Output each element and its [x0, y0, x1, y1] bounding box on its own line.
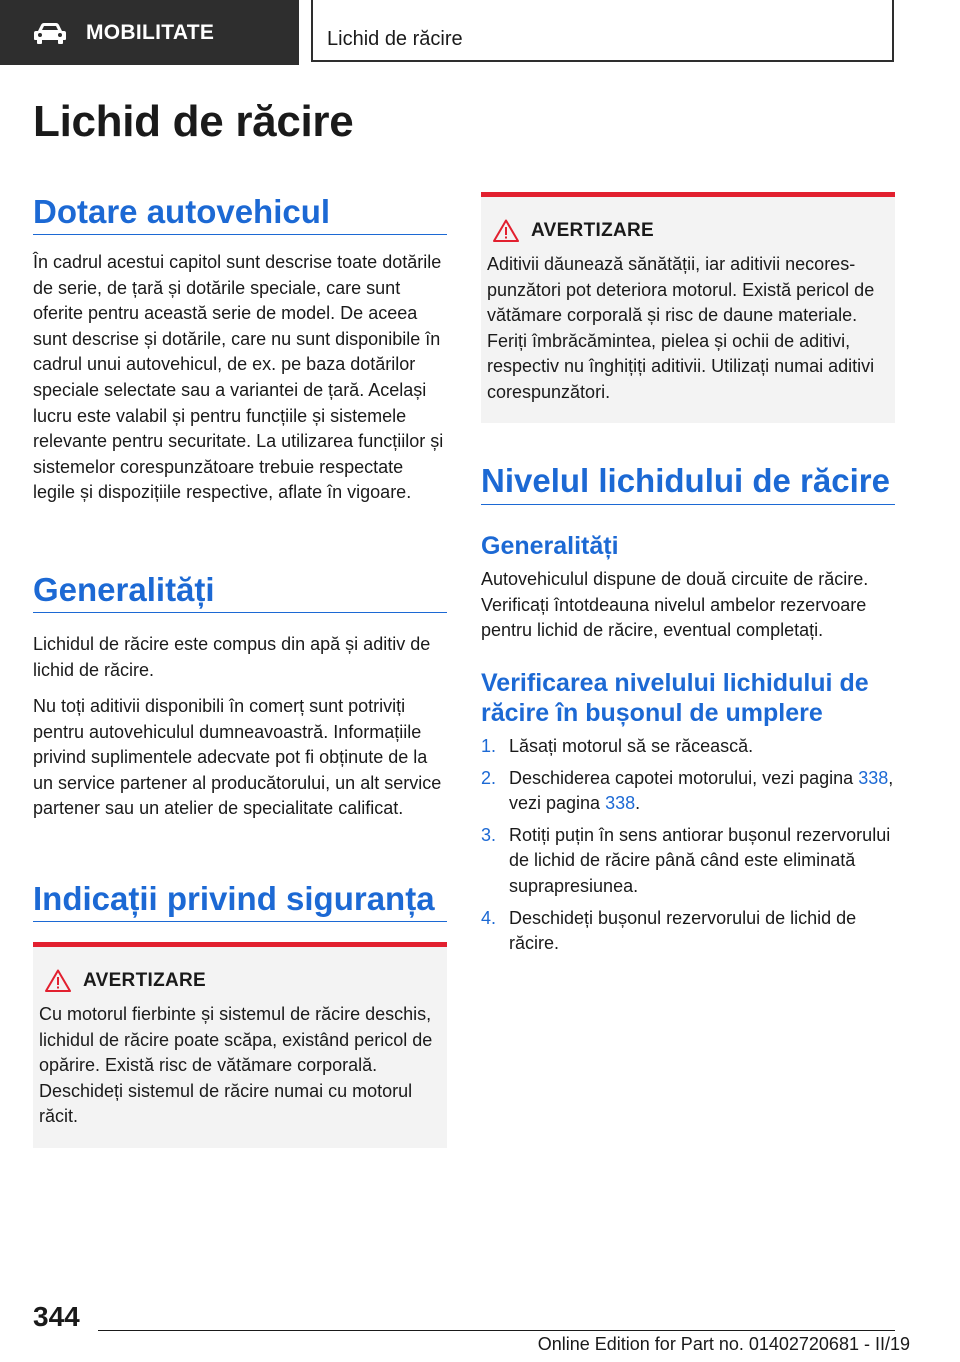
section-rule — [33, 612, 447, 613]
step-text: , vezi pagina — [509, 767, 894, 814]
page-link[interactable]: 338 — [858, 767, 889, 788]
footer-edition: Online Edition for Part no. 01402720681 - II/19 — [537, 1334, 910, 1354]
warning-text: Aditivii dăunează sănătății, iar aditivii necorespunzători pot deteriora motorul. Există pericol de vătămare corporală și risc de daune materiale. Feriți îmbrăcămintea, pielea și ochii de aditivi, respectiv nu înghițiți aditivii. Utilizați numai aditivi corespunzători. — [487, 254, 875, 402]
warning-box — [481, 192, 895, 423]
step-text: . — [635, 793, 641, 814]
list-item — [481, 734, 895, 760]
section-heading-nivel: Nivelul lichidului de răcire — [481, 462, 890, 499]
warning-title: AVERTIZARE — [83, 969, 206, 991]
header-chapter-label: Lichid de răcire — [327, 28, 463, 50]
step-number: 3. — [481, 824, 497, 845]
car-icon — [32, 21, 68, 45]
step-text: Deschideți bușonul rezervorului de lichid de răcire. — [509, 907, 857, 954]
footer-rule — [98, 1330, 895, 1331]
section-text-generalitati-2: Nu toți aditivii disponibili în comerț sunt potriviți pentru autovehiculul dumneavoastră. Informațiile privind suplimentele adecvate pot fi obținute de la un service partener al producătorului, un alt service partener sau un atelier de specialitate calificat. — [33, 696, 442, 819]
warning-triangle-icon — [493, 219, 519, 242]
step-number: 4. — [481, 907, 497, 928]
steps-list — [481, 734, 895, 963]
warning-box — [33, 942, 447, 1148]
section-rule — [33, 234, 447, 235]
page-link[interactable]: 338 — [605, 793, 636, 814]
section-heading-generalitati: Generalități — [33, 571, 215, 608]
header-chapter-box — [311, 0, 894, 62]
step-text: Rotiți puțin în sens antiorar bușonul rezervorului de lichid de răcire până când este eliminată suprapresiunea. — [509, 824, 891, 896]
list-item — [481, 823, 895, 900]
step-number: 2. — [481, 767, 497, 788]
header-section-label: MOBILITATE — [86, 20, 215, 44]
step-text: Deschiderea capotei motorului, vezi pagina — [509, 767, 859, 788]
page-number: 344 — [33, 1301, 80, 1332]
section-rule — [33, 921, 447, 922]
section-heading-dotare: Dotare autovehicul — [33, 193, 331, 230]
step-text: Lăsați motorul să se răcească. — [509, 736, 754, 756]
section-text-nivel: Autovehiculul dispune de două circuite de răcire. Verificați întotdeauna nivelul ambelor rezervoare pentru lichid de răcire, eventual completați. — [481, 569, 869, 641]
subheading-generalitati: Generalități — [481, 532, 619, 560]
section-text-dotare: În cadrul acestui capitol sunt descrise toate dotările de serie, de țară și dotările speciale, care sunt oferite pentru această serie de model. De aceea sunt descrise și dotările, care nu sunt disponibile în cadrul unui autovehicul, de ex. pe baza dotărilor speciale selectate sau a variantei de țară. Același lucru este valabil și pentru funcțiile și sistemele relevante pentru securitate. La utilizarea funcțiilor și sistemelor corespunzătoare trebuie respectate legile și dispozițiile respective, aflate în vigoare. — [33, 252, 444, 503]
section-text-generalitati-1: Lichidul de răcire este compus din apă și aditiv de lichid de răcire. — [33, 634, 431, 680]
list-item — [481, 906, 895, 957]
warning-text: Cu motorul fierbinte și sistemul de răcire deschis, lichidul de răcire poate scăpa, existând pericol de opărire. Există risc de vătămare corporală. Deschideți sistemul de răcire numai cu motorul răcit. — [39, 1004, 433, 1127]
warning-triangle-icon — [45, 969, 71, 992]
warning-title: AVERTIZARE — [531, 219, 654, 241]
section-heading-siguranta: Indicații privind siguranța — [33, 880, 435, 917]
section-rule — [481, 504, 895, 505]
subheading-verificare: Verificarea nivelului lichidului de răcire în bușonul de umplere — [481, 669, 869, 727]
header-section-tab[interactable] — [0, 0, 299, 65]
list-item — [481, 766, 895, 817]
step-number: 1. — [481, 736, 497, 756]
page-title: Lichid de răcire — [33, 97, 354, 146]
